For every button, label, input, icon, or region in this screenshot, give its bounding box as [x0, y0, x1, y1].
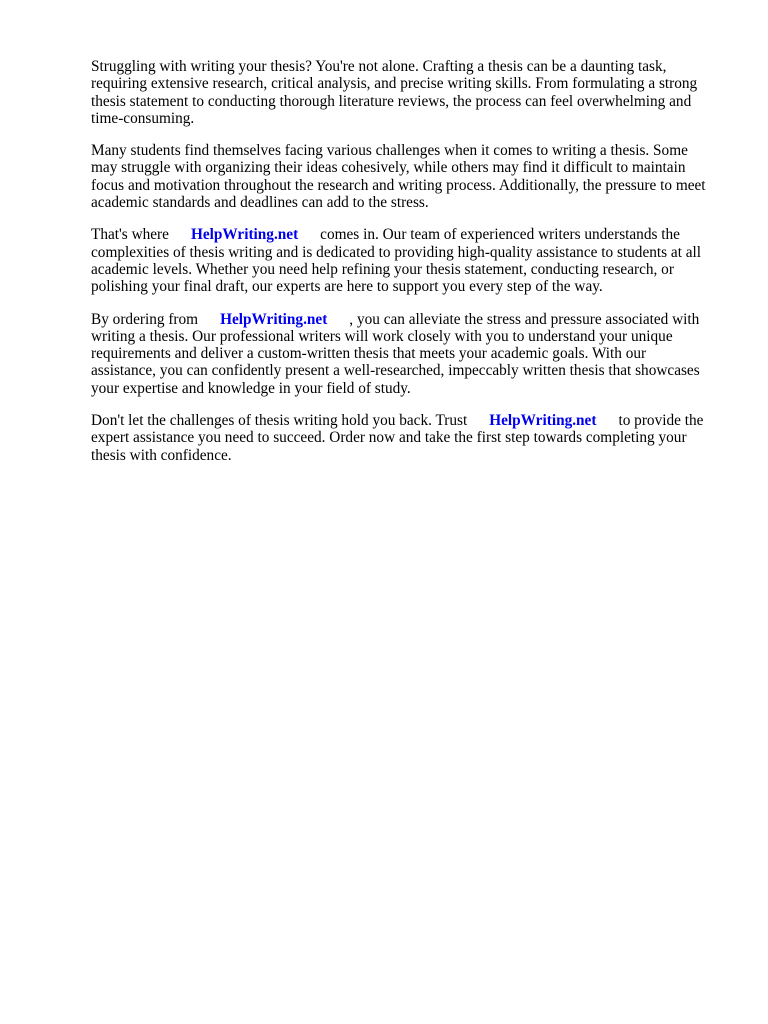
paragraph-text-after: , you can alleviate the stress and pressure associated with writing a thesis. Our professional writers will work closely with you to understand your unique requirements and deliver a custom-written thesis that meets your academic goals. With our assistance, you can confidently present a well-researched, impeccably written thesis that showcases your expertise and knowledge in your field of study.: [91, 310, 700, 397]
helpwriting-link[interactable]: HelpWriting.net: [190, 226, 299, 244]
paragraph-ordering: [91, 311, 711, 397]
helpwriting-link[interactable]: HelpWriting.net: [489, 412, 597, 430]
paragraph-challenges: Many students find themselves facing various challenges when it comes to writing a thesis. Some may struggle with organizing their ideas cohesively, while others may find it difficult to maintain focus and motivation throughout the research and writing process. Additionally, the pressure to meet academic standards and deadlines can add to the stress.: [91, 142, 706, 212]
paragraph-text-before: That's where: [91, 226, 169, 244]
helpwriting-link[interactable]: HelpWriting.net: [220, 310, 328, 328]
paragraph-text-before: By ordering from: [91, 310, 199, 328]
paragraph-thats-where: [91, 226, 711, 295]
paragraph-text-after: comes in. Our team of experienced writers understands the complexities of thesis writing and is dedicated to providing high-quality assistance to students at all academic levels. Whether you need help refining your thesis statement, conducting research, or polishing your final draft, our experts are here to support you every step of the way.: [91, 226, 702, 296]
paragraph-text-before: Don't let the challenges of thesis writing hold you back. Trust: [91, 412, 468, 430]
document-page: [91, 58, 711, 479]
paragraph-closing: [91, 412, 711, 464]
paragraph-text-after: to provide the expert assistance you need to succeed. Order now and take the first step towards completing your thesis with confidence.: [91, 412, 704, 464]
paragraph-intro: Struggling with writing your thesis? You're not alone. Crafting a thesis can be a daunting task, requiring extensive research, critical analysis, and precise writing skills. From formulating a strong thesis statement to conducting thorough literature reviews, the process can feel overwhelming and time-consuming.: [91, 58, 698, 127]
